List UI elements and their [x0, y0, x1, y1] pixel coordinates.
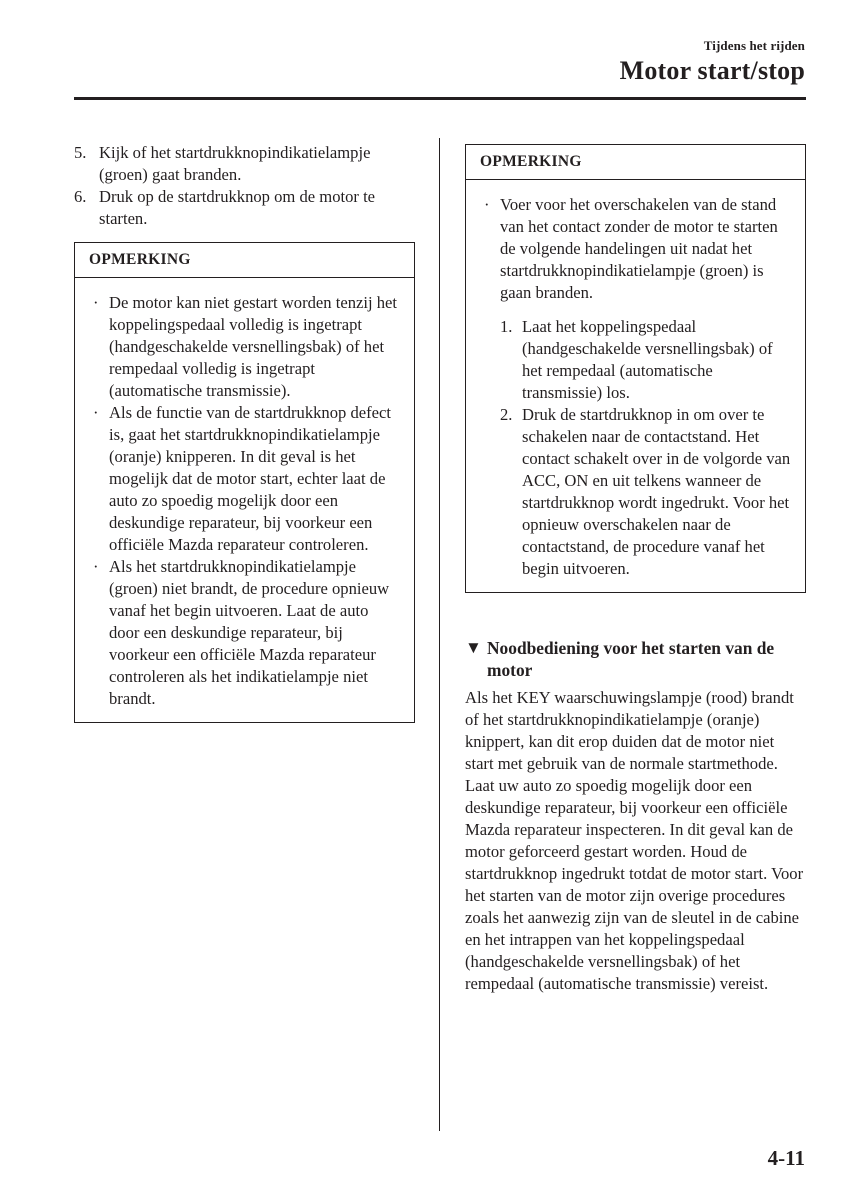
- section-heading: [465, 637, 806, 681]
- note-bullet-list: [87, 292, 402, 710]
- left-column: [74, 142, 415, 723]
- substep-number: 1.: [500, 317, 513, 336]
- right-column: [465, 144, 806, 995]
- section-heading-text: Noodbediening voor het starten van de motor: [487, 638, 775, 680]
- note-box: [465, 144, 806, 593]
- note-bullet: [478, 194, 793, 304]
- substep-number: 2.: [500, 405, 513, 424]
- column-divider: [439, 138, 440, 1131]
- note-bullet-text: De motor kan niet gestart worden tenzij het koppelingspedaal volledig is ingetrapt (handgeschakelde versnellingsbak) of het rempedaal volledig is ingetrapt (automatische transmissie).: [109, 293, 397, 400]
- note-bullet-list: [478, 194, 793, 304]
- section-label: Tijdens het rijden: [703, 38, 805, 53]
- note-bullet-text: Als het startdrukknopindikatielampje (groen) niet brandt, de procedure opnieuw vanaf het begin uitvoeren. Laat de auto door een deskundige reparateur, bij voorkeur een officiële Mazda reparateur controleren als het indikatielampje niet brandt.: [109, 557, 390, 708]
- triangle-down-icon: ▼: [465, 638, 482, 657]
- step-number: 5.: [74, 143, 87, 162]
- note-body: [75, 278, 414, 722]
- substep-text: Laat het koppelingspedaal (handgeschakelde versnellingsbak) of het rempedaal (automatische transmissie) los.: [522, 317, 773, 402]
- note-heading: OPMERKING: [75, 243, 414, 278]
- note-box: [74, 242, 415, 723]
- substep-item: [500, 404, 793, 580]
- note-bullet: [87, 556, 402, 710]
- bullet-icon: ·: [93, 403, 99, 422]
- note-body: [466, 180, 805, 592]
- step-list: [74, 142, 415, 230]
- step-text: Kijk of het startdrukknopindikatielampje (groen) gaat branden.: [99, 143, 371, 184]
- bullet-icon: ·: [484, 195, 490, 214]
- note-bullet: [87, 402, 402, 556]
- substep-list: [478, 316, 793, 580]
- step-item: [74, 142, 415, 186]
- bullet-icon: ·: [93, 293, 99, 312]
- note-bullet-text: Als de functie van de startdrukknop defect is, gaat het startdrukknopindikatielampje (oranje) knipperen. In dit geval is het mogelijk dat de motor start, echter laat de auto zo spoedig mogelijk door een deskundige reparateur, bij voorkeur een officiële Mazda reparateur controleren.: [109, 403, 391, 554]
- section-body: Als het KEY waarschuwingslampje (rood) brandt of het startdrukknopindikatielampje (oranje) knippert, kan dit erop duiden dat de motor niet start met gebruik van de normale startmethode. Laat uw auto zo spoedig mogelijk door een deskundige reparateur, bij voorkeur een officiële Mazda reparateur inspecteren. In dit geval kan de motor geforceerd gestart worden. Houd de startdrukknop ingedrukt totdat de motor start. Voor het starten van de motor zijn overige procedures zoals het aanwezig zijn van de sleutel in de cabine en het intrappen van het koppelingspedaal (handgeschakelde versnellingsbak) of het rempedaal (automatische transmissie) vereist.: [465, 688, 804, 993]
- substep-item: [500, 316, 793, 404]
- note-heading: OPMERKING: [466, 145, 805, 180]
- note-bullet: [87, 292, 402, 402]
- page-number: 4-11: [767, 1146, 805, 1170]
- note-bullet-text: Voer voor het overschakelen van de stand van het contact zonder de motor te starten de volgende handelingen uit nadat het startdrukknopindikatielampje (groen) is gaan branden.: [500, 195, 778, 302]
- bullet-icon: ·: [93, 557, 99, 576]
- substep-text: Druk de startdrukknop in om over te schakelen naar de contactstand. Het contact schakelt over in de volgorde van ACC, ON en uit telkens wanneer de startdrukknop wordt ingedrukt. Voor het opnieuw overschakelen naar de contactstand, de procedure vanaf het begin uitvoeren.: [522, 405, 791, 578]
- step-number: 6.: [74, 187, 87, 206]
- page-title: Motor start/stop: [619, 56, 805, 85]
- header-rule: [74, 97, 806, 100]
- step-item: [74, 186, 415, 230]
- step-text: Druk op de startdrukknop om de motor te starten.: [99, 187, 376, 228]
